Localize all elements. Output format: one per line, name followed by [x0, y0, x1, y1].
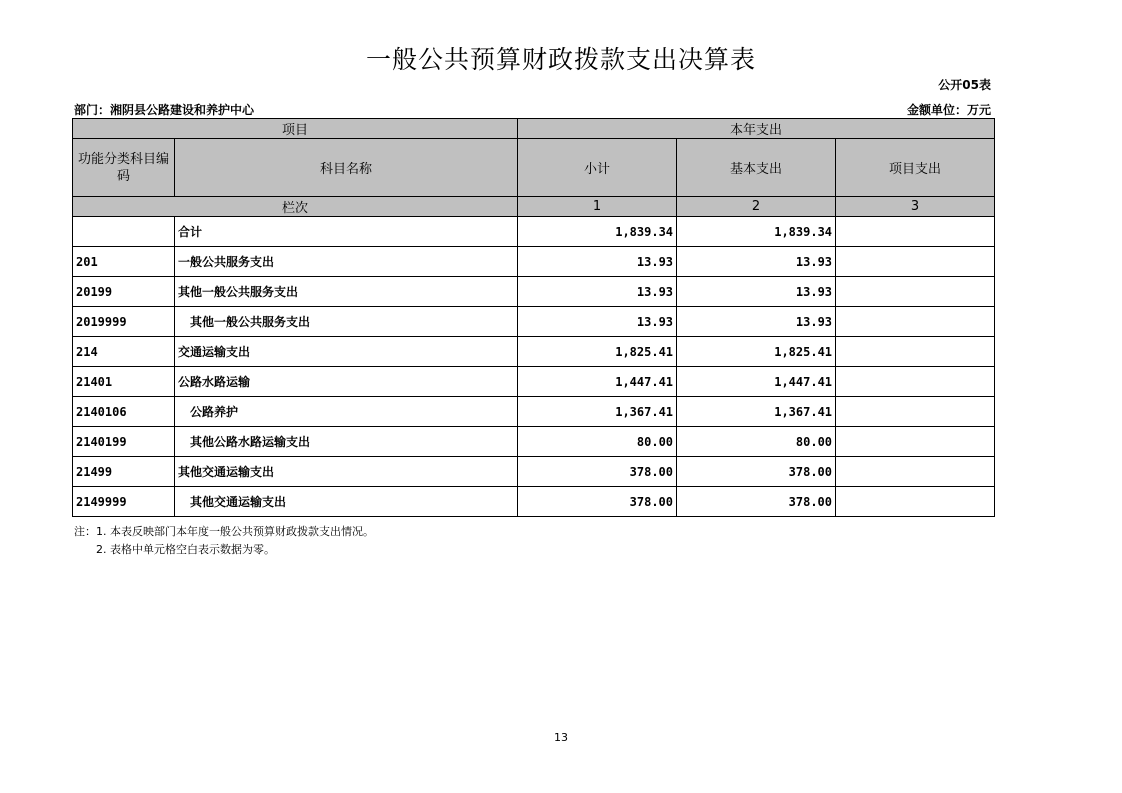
department-label: 部门：湘阴县公路建设和养护中心 [74, 103, 255, 117]
basic-expense-cell: 1,839.34 [677, 217, 836, 247]
code-cell [73, 217, 175, 247]
basic-expense-cell: 13.93 [677, 307, 836, 337]
header-col-3: 3 [836, 197, 995, 217]
project-expense-cell [836, 247, 995, 277]
table-body [73, 217, 995, 517]
header-col-1: 1 [518, 197, 677, 217]
header-row-3 [73, 197, 995, 217]
subject-name-cell: 其他一般公共服务支出 [175, 307, 518, 337]
subject-name-cell: 一般公共服务支出 [175, 247, 518, 277]
subject-name-cell: 其他交通运输支出 [175, 457, 518, 487]
header-project-expense: 项目支出 [836, 139, 995, 197]
project-expense-cell [836, 217, 995, 247]
header-row-1 [73, 119, 995, 139]
notes [74, 523, 374, 559]
project-expense-cell [836, 457, 995, 487]
header-subtotal: 小计 [518, 139, 677, 197]
subject-name-cell: 其他交通运输支出 [175, 487, 518, 517]
header-col-2: 2 [677, 197, 836, 217]
code-cell: 21401 [73, 367, 175, 397]
code-cell: 2140106 [73, 397, 175, 427]
table-row [73, 217, 995, 247]
subtotal-cell: 13.93 [518, 247, 677, 277]
subject-name-cell: 其他公路水路运输支出 [175, 427, 518, 457]
code-cell: 214 [73, 337, 175, 367]
subtotal-cell: 13.93 [518, 307, 677, 337]
header-row-2 [73, 139, 995, 197]
subject-name-cell: 合计 [175, 217, 518, 247]
subject-name-cell: 其他一般公共服务支出 [175, 277, 518, 307]
basic-expense-cell: 378.00 [677, 457, 836, 487]
table-row [73, 427, 995, 457]
project-expense-cell [836, 307, 995, 337]
table-row [73, 307, 995, 337]
basic-expense-cell: 80.00 [677, 427, 836, 457]
report-title: 一般公共预算财政拨款支出决算表 [365, 45, 756, 74]
table-row [73, 277, 995, 307]
table-row [73, 457, 995, 487]
expense-table [72, 118, 995, 517]
note-line-2: 2. 表格中单元格空白表示数据为零。 [96, 543, 275, 556]
subtotal-cell: 1,447.41 [518, 367, 677, 397]
header-column-order: 栏次 [73, 197, 518, 217]
subtotal-cell: 80.00 [518, 427, 677, 457]
table-row [73, 337, 995, 367]
code-cell: 2019999 [73, 307, 175, 337]
code-cell: 20199 [73, 277, 175, 307]
basic-expense-cell: 1,367.41 [677, 397, 836, 427]
header-subject-name: 科目名称 [175, 139, 518, 197]
subtotal-cell: 1,839.34 [518, 217, 677, 247]
subtotal-cell: 1,825.41 [518, 337, 677, 367]
header-func-code: 功能分类科目编码 [73, 139, 175, 197]
note-line-1: 注：1. 本表反映部门本年度一般公共预算财政拨款支出情况。 [74, 525, 374, 538]
table-row [73, 487, 995, 517]
basic-expense-cell: 13.93 [677, 247, 836, 277]
project-expense-cell [836, 337, 995, 367]
code-cell: 2140199 [73, 427, 175, 457]
project-expense-cell [836, 427, 995, 457]
subtotal-cell: 378.00 [518, 457, 677, 487]
basic-expense-cell: 13.93 [677, 277, 836, 307]
amount-unit-label: 金额单位：万元 [906, 103, 991, 117]
page-number: 13 [554, 731, 568, 744]
code-cell: 21499 [73, 457, 175, 487]
form-number: 公开05表 [938, 78, 991, 92]
table-row [73, 367, 995, 397]
basic-expense-cell: 378.00 [677, 487, 836, 517]
code-cell: 2149999 [73, 487, 175, 517]
basic-expense-cell: 1,447.41 [677, 367, 836, 397]
project-expense-cell [836, 277, 995, 307]
subtotal-cell: 13.93 [518, 277, 677, 307]
subtotal-cell: 1,367.41 [518, 397, 677, 427]
subtotal-cell: 378.00 [518, 487, 677, 517]
project-expense-cell [836, 397, 995, 427]
header-basic-expense: 基本支出 [677, 139, 836, 197]
subject-name-cell: 公路水路运输 [175, 367, 518, 397]
subject-name-cell: 公路养护 [175, 397, 518, 427]
table-row [73, 247, 995, 277]
header-current-year-expense: 本年支出 [518, 119, 995, 139]
table-row [73, 397, 995, 427]
project-expense-cell [836, 367, 995, 397]
code-cell: 201 [73, 247, 175, 277]
project-expense-cell [836, 487, 995, 517]
header-project: 项目 [73, 119, 518, 139]
subject-name-cell: 交通运输支出 [175, 337, 518, 367]
basic-expense-cell: 1,825.41 [677, 337, 836, 367]
